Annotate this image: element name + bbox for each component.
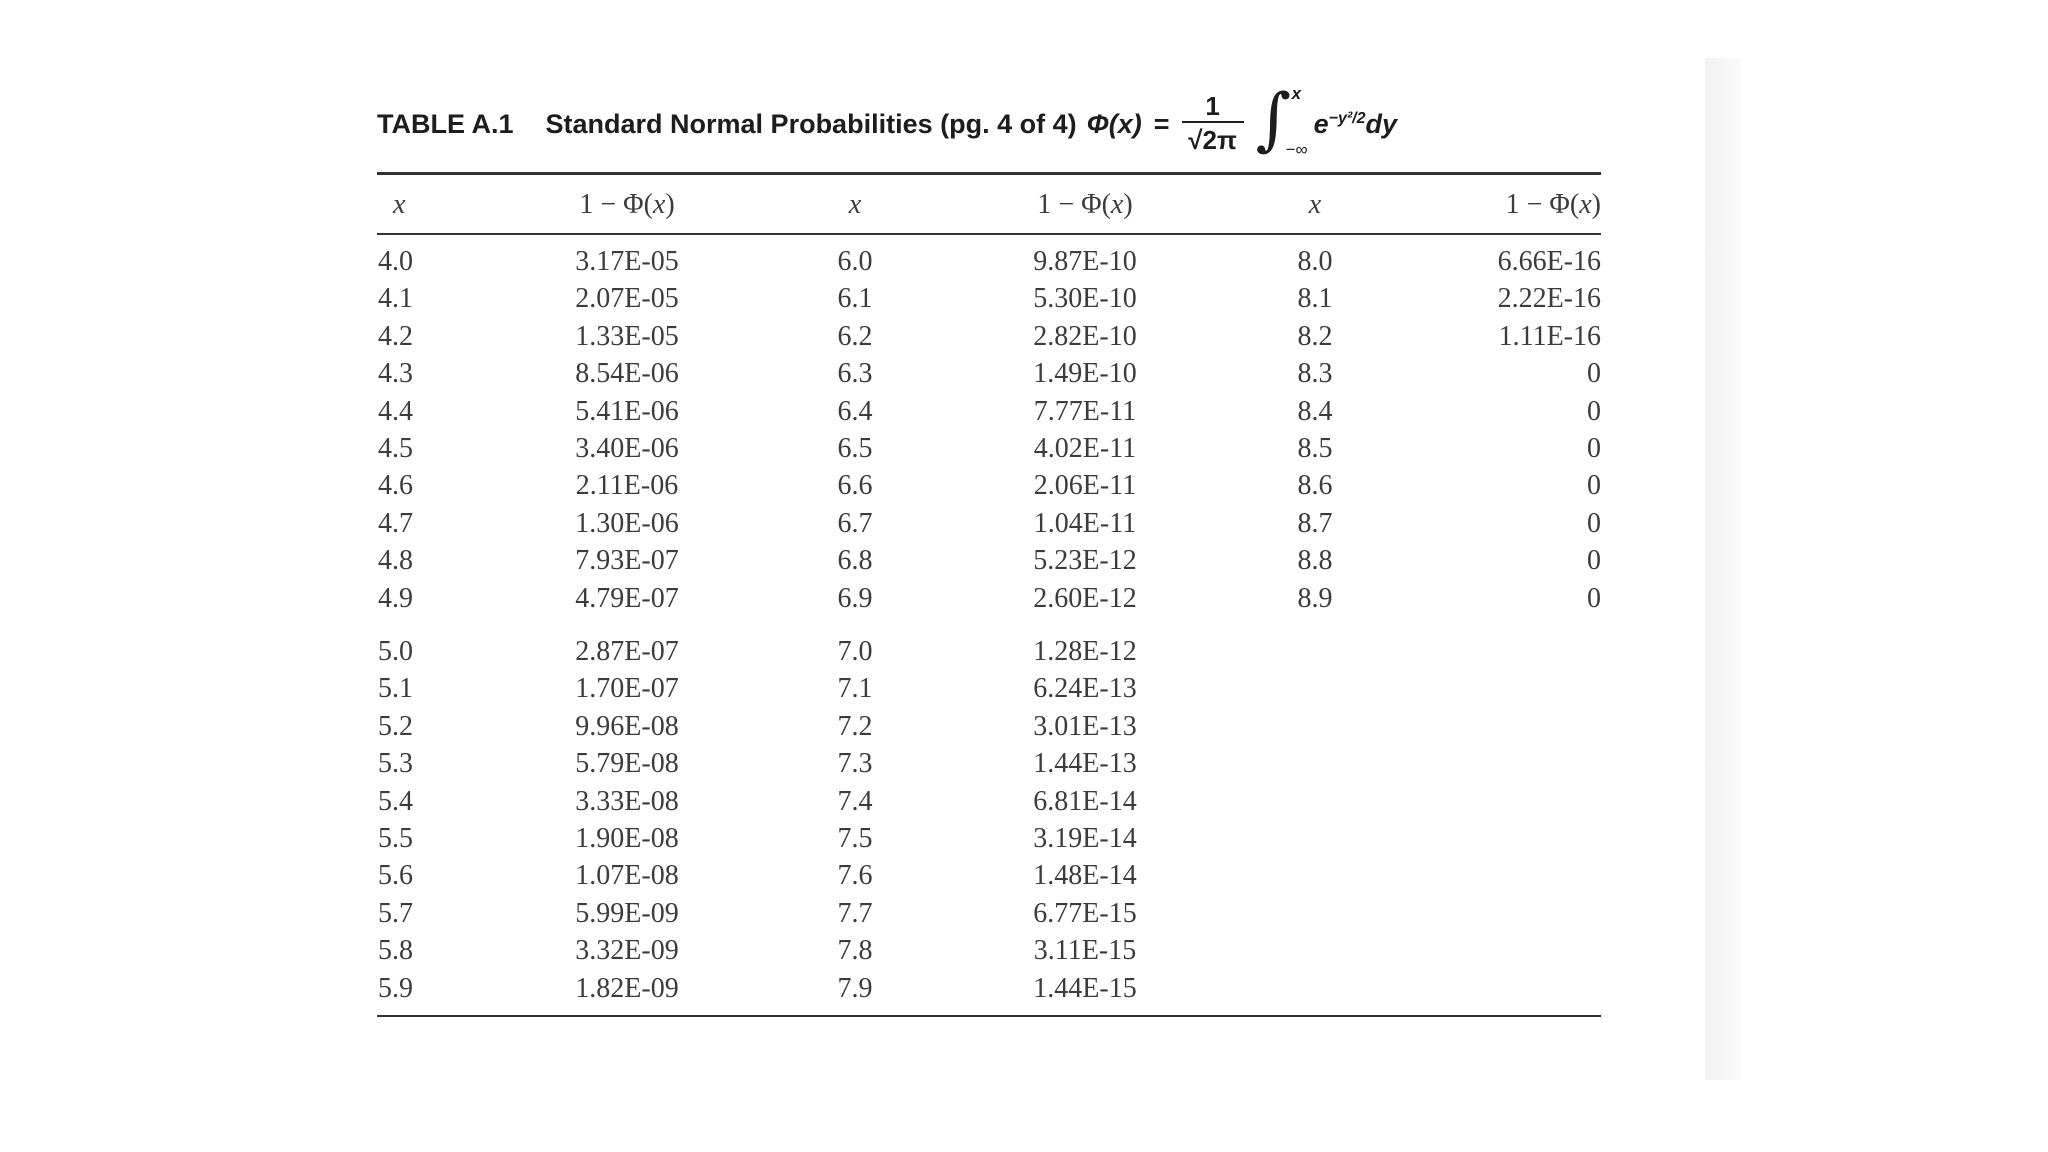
table-cell-prob-col2: 1.44E-13 [1033, 748, 1137, 780]
table-cell-x-col1: 5.0 [378, 636, 413, 667]
table-cell-prob-col1: 3.17E-05 [575, 246, 679, 277]
table-cell-x-col2: 7.2 [837, 710, 873, 742]
integrand-differential: dy [1365, 108, 1398, 139]
table-cell-prob-col1: 1.70E-07 [575, 673, 679, 705]
table-cell-x-col2: 6.8 [837, 545, 873, 577]
integral-sign: ∫ [1255, 80, 1292, 159]
table-cell-prob-col3: 0 [1587, 433, 1601, 464]
header-prob-3: 1 − Φ(x) [1505, 189, 1601, 220]
table-cell-x-col1: 5.2 [378, 710, 413, 742]
table-cell-x-col3: 8.2 [1297, 320, 1333, 352]
table-cell-prob-col2: 1.04E-11 [1033, 507, 1137, 539]
table-cell-prob-col2: 6.24E-13 [1033, 673, 1137, 705]
table-cell-prob-col2: 3.19E-14 [1033, 823, 1137, 854]
table-bottom-rule [377, 1015, 1601, 1017]
table-cell-x-col2: 7.5 [837, 823, 873, 854]
integral-upper-limit: x [1291, 84, 1302, 103]
table-cell-x-col1: 5.6 [378, 860, 413, 892]
table-cell-x-col3: 8.9 [1297, 582, 1333, 614]
table-title [377, 80, 1677, 164]
table-number: TABLE A.1 [377, 108, 514, 139]
table-cell-prob-col3: 0 [1587, 470, 1601, 502]
table-cell-prob-col1: 1.82E-09 [575, 972, 679, 1004]
table-cell-prob-col2: 1.48E-14 [1033, 860, 1137, 892]
table-cell-x-col1: 4.8 [378, 545, 413, 577]
table-cell-x-col1: 4.0 [378, 246, 413, 277]
table-cell-prob-col3: 6.66E-16 [1497, 246, 1601, 277]
integrand-exponent: −y²/2 [1328, 109, 1366, 127]
table-cell-prob-col2: 3.11E-15 [1033, 935, 1137, 967]
integral-symbol [1252, 80, 1314, 162]
table-cell-x-col2: 7.7 [837, 897, 873, 929]
normal-cdf-formula [1086, 80, 1398, 162]
table-cell-prob-col2: 5.23E-12 [1033, 545, 1137, 577]
table-cell-prob-col1: 1.33E-05 [575, 320, 679, 352]
table-cell-x-col1: 5.4 [378, 785, 413, 817]
table-cell-x-col1: 4.5 [378, 433, 413, 464]
table-cell-prob-col1: 5.79E-08 [575, 748, 679, 780]
header-x-1: x [393, 189, 406, 220]
table-cell-prob-col2: 1.44E-15 [1033, 972, 1137, 1004]
table-cell-x-col2: 7.6 [837, 860, 873, 892]
table-cell-x-col2: 6.9 [837, 582, 873, 614]
formula-integrand [1314, 109, 1397, 140]
table-cell-prob-col2: 6.77E-15 [1033, 897, 1137, 929]
table-cell-x-col2: 7.4 [837, 785, 873, 817]
table-cell-x-col1: 4.7 [378, 507, 413, 539]
table-cell-prob-col3: 0 [1587, 358, 1601, 390]
table-cell-prob-col2: 4.02E-11 [1033, 433, 1137, 464]
table-cell-prob-col2: 2.60E-12 [1033, 582, 1137, 614]
table-cell-prob-col2: 1.28E-12 [1033, 636, 1137, 667]
table-cell-x-col2: 6.1 [837, 283, 873, 315]
table-cell-prob-col1: 9.96E-08 [575, 710, 679, 742]
formula-equals: = [1153, 108, 1170, 139]
table-cell-prob-col1: 2.07E-05 [575, 283, 679, 315]
table-cell-prob-col2: 2.06E-11 [1033, 470, 1137, 502]
table-cell-prob-col2: 2.82E-10 [1033, 320, 1137, 352]
table-cell-prob-col2: 9.87E-10 [1033, 246, 1137, 277]
table-cell-x-col1: 4.6 [378, 470, 413, 502]
table-cell-prob-col1: 3.32E-09 [575, 935, 679, 967]
table-cell-prob-col1: 3.33E-08 [575, 785, 679, 817]
table-cell-x-col3: 8.3 [1297, 358, 1333, 390]
table-cell-prob-col1: 2.11E-06 [575, 470, 679, 502]
table-cell-x-col3: 8.7 [1297, 507, 1333, 539]
table-cell-x-col2: 6.3 [837, 358, 873, 390]
formula-lhs: Φ(x) [1086, 108, 1142, 139]
formula-numerator: 1 [1205, 91, 1220, 121]
table-cell-x-col1: 4.9 [378, 582, 413, 614]
table-cell-x-col1: 4.3 [378, 358, 413, 390]
table-cell-prob-col2: 1.49E-10 [1033, 358, 1137, 390]
header-x-2: x [848, 189, 862, 220]
table-cell-prob-col3: 0 [1587, 545, 1601, 577]
table-caption: Standard Normal Probabilities (pg. 4 of 4) [545, 108, 1077, 139]
header-prob-1: 1 − Φ(x) [579, 189, 675, 220]
table-cell-prob-col3: 0 [1587, 507, 1601, 539]
table-cell-x-col1: 4.1 [378, 283, 413, 315]
table-cell-prob-col1: 5.99E-09 [575, 897, 679, 929]
page-edge-shadow [1705, 58, 1741, 1080]
table-cell-prob-col1: 8.54E-06 [575, 358, 679, 390]
table-cell-prob-col1: 1.90E-08 [575, 823, 679, 854]
table-cell-x-col1: 5.1 [378, 673, 413, 705]
table-cell-x-col3: 8.5 [1297, 433, 1333, 464]
table-cell-x-col3: 8.0 [1297, 246, 1333, 277]
table-cell-x-col2: 7.1 [837, 673, 873, 705]
table-cell-prob-col3: 2.22E-16 [1497, 283, 1601, 315]
header-x-3: x [1308, 189, 1322, 220]
table-cell-prob-col1: 4.79E-07 [575, 582, 679, 614]
table-cell-x-col1: 5.5 [378, 823, 413, 854]
table-cell-x-col3: 8.8 [1297, 545, 1333, 577]
table-cell-prob-col2: 7.77E-11 [1033, 395, 1137, 427]
table-cell-x-col1: 5.7 [378, 897, 413, 929]
table-cell-x-col2: 7.3 [837, 748, 873, 780]
header-rule [377, 233, 1601, 235]
table-cell-x-col2: 6.7 [837, 507, 873, 539]
table-cell-prob-col1: 1.30E-06 [575, 507, 679, 539]
table-cell-x-col2: 6.2 [837, 320, 873, 352]
table-cell-x-col1: 4.4 [378, 395, 413, 427]
table-cell-prob-col3: 0 [1587, 582, 1601, 614]
table-cell-prob-col1: 1.07E-08 [575, 860, 679, 892]
table-cell-prob-col2: 5.30E-10 [1033, 283, 1137, 315]
table-cell-x-col2: 7.9 [837, 972, 873, 1004]
formula-denominator: √2π [1188, 125, 1237, 155]
table-cell-x-col3: 8.4 [1297, 395, 1333, 427]
formula-fraction [1182, 91, 1244, 157]
table-cell-x-col3: 8.1 [1297, 283, 1333, 315]
table-cell-x-col2: 6.6 [837, 470, 873, 502]
table-cell-prob-col3: 1.11E-16 [1498, 320, 1601, 352]
table-cell-x-col1: 5.3 [378, 748, 413, 780]
table-cell-x-col2: 6.5 [837, 433, 873, 464]
table-cell-x-col2: 7.0 [837, 636, 873, 667]
integrand-base: e [1313, 108, 1329, 139]
table-cell-prob-col2: 6.81E-14 [1033, 785, 1137, 817]
table-cell-prob-col1: 7.93E-07 [575, 545, 679, 577]
table-cell-prob-col1: 5.41E-06 [575, 395, 679, 427]
table-cell-prob-col3: 0 [1587, 395, 1601, 427]
table-cell-x-col2: 7.8 [837, 935, 873, 967]
table-cell-prob-col2: 3.01E-13 [1033, 710, 1137, 742]
table-cell-x-col1: 4.2 [378, 320, 413, 352]
table-top-rule [377, 172, 1601, 175]
table-cell-x-col1: 5.8 [378, 935, 413, 967]
header-prob-2: 1 − Φ(x) [1037, 189, 1133, 220]
table-cell-x-col2: 6.0 [837, 246, 873, 277]
integral-lower-limit: −∞ [1285, 140, 1308, 159]
table-cell-prob-col1: 3.40E-06 [575, 433, 679, 464]
table-cell-x-col2: 6.4 [837, 395, 873, 427]
table-cell-prob-col1: 2.87E-07 [575, 636, 679, 667]
table-cell-x-col1: 5.9 [378, 972, 413, 1004]
table-cell-x-col3: 8.6 [1297, 470, 1333, 502]
